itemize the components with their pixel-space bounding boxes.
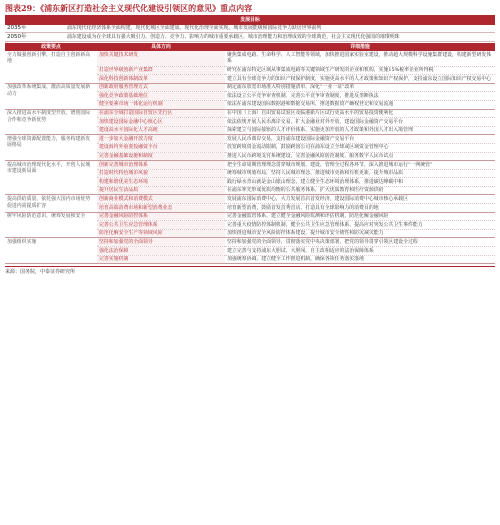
table-row bbox=[5, 83, 495, 92]
policy-focus: 加强改革系统集成，激活高质量发展新动力 bbox=[5, 83, 97, 109]
policy-detail: 建立具有全球竞争力的知识产权保护制度，实施更高水平的人才政策和知识产权保护，支持浦东设立国际知识产权交易中心 bbox=[225, 75, 495, 84]
goal-year: 2035年 bbox=[5, 25, 65, 33]
policy-detail: 建立完善与支持浦东大胆试、大胆闯、自主改相适应的法治保障体系 bbox=[225, 247, 495, 256]
policy-focus: 提高城市治理现代化水平，开创人民城市建设新局面 bbox=[5, 161, 97, 195]
policy-direction: 构建和谐优美生态环境 bbox=[97, 178, 225, 187]
policy-focus: 增强全球资源配置能力，服务构建新发展格局 bbox=[5, 135, 97, 161]
column-header-direction: 具体方向 bbox=[97, 43, 225, 52]
policy-detail: 推进人民币跨境支付系统建设，完善金融风险防范制度，服务数字人民币试点 bbox=[225, 152, 495, 161]
goal-year: 2050年 bbox=[5, 33, 65, 42]
table-row bbox=[5, 212, 495, 221]
policy-direction: 创新商业模式和消费模式 bbox=[97, 195, 225, 204]
figure-title: 图表29：《浦东新区打造社会主义现代化建设引领区的意见》重点内容 bbox=[5, 3, 253, 13]
policy-direction: 强化竞争政策基础地位 bbox=[97, 92, 225, 101]
policy-direction: 培育高端消费市场和新型消费业态 bbox=[97, 204, 225, 213]
policy-direction: 在浦东全域打造国际自贸区先行区 bbox=[97, 109, 225, 118]
goal-text: 浦东建设成为在全球具有强大吸引力、创造力、竞争力、影响力的城市重要承载区，城市治理能力和治理成效的全球典范，社会主义现代化强国的璀璨明珠 bbox=[65, 33, 495, 42]
goal-row bbox=[5, 25, 495, 33]
policy-direction: 防范化解安全生产等领域风险 bbox=[97, 229, 225, 238]
policy-detail: 发展浦东国际消费中心，大力发展首店首发经济，建设国际消费中心城市核心承载区 bbox=[225, 195, 495, 204]
policy-direction: 加快建设国际金融中心核心区 bbox=[97, 118, 225, 127]
policy-detail: 发展人民币离岸交易，支持浦东建设国际金融资产交易平台 bbox=[225, 135, 495, 144]
policy-detail: 依法设立公平竞争审查机制，完善公平竞争审查制度，推进反垄断执法 bbox=[225, 92, 495, 101]
policy-direction: 建设高水平国际化人才高地 bbox=[97, 126, 225, 135]
column-header-detail: 详细措施 bbox=[225, 43, 495, 52]
policy-direction: 深化科技创新体制改革 bbox=[97, 75, 225, 84]
policy-detail: 践行绿水青山就是金山银山理念，建立健全生态环境治理体系，推进碳达峰碳中和 bbox=[225, 178, 495, 187]
policy-detail: 依法依规开展人民币离岸交易，扩大金融业对外开放，建设国际金融资产交易平台 bbox=[225, 118, 495, 127]
goals-body bbox=[5, 25, 495, 42]
policy-direction: 创新完善城市治理体系 bbox=[97, 161, 225, 170]
column-header-focus: 政策要点 bbox=[5, 43, 97, 52]
policy-direction: 健全要素市场一体化运行机制 bbox=[97, 100, 225, 109]
policy-focus: 深入推进高水平制度型开放，增创国际合作和竞争新优势 bbox=[5, 109, 97, 135]
table-row bbox=[5, 195, 495, 204]
policy-direction: 完善公共卫生应急管理体系 bbox=[97, 221, 225, 230]
goal-row bbox=[5, 33, 495, 42]
policy-direction: 完善金融基础设施和制度 bbox=[97, 152, 225, 161]
goal-text: 浦东现代化经济体系全面构建，现代化城区全面建成，现代化治理全面实现，城市发展能级和国际竞争力跃居世界前列 bbox=[65, 25, 495, 33]
policy-body bbox=[5, 51, 495, 263]
policy-detail: 统筹城市规划布局，坚持人民城市理念，推进城市更新和有机更新，提升城市品质 bbox=[225, 169, 495, 178]
policy-detail: 完善金融监管体系，建立健全金融风险监测和评估机制，防范化解金融风险 bbox=[225, 212, 495, 221]
table-row bbox=[5, 51, 495, 66]
policy-focus: 树牢风险防范意识，统筹发展和安全 bbox=[5, 212, 97, 238]
policy-detail: 完善重大疫情防控体制机制，健全公共卫生应急管理体系，提高应对突发公共卫生事件能力 bbox=[225, 221, 495, 230]
policy-direction: 进一步加大金融开放力度 bbox=[97, 135, 225, 144]
policy-detail: 在浦东率先形成优质均衡的公共服务体系，扩大优质教育和医疗资源供给 bbox=[225, 186, 495, 195]
policy-direction: 坚持和加强党的全面领导 bbox=[97, 238, 225, 247]
policy-detail: 制定浦东放宽市场准入特别措施清单，深化“一业一证”改革 bbox=[225, 83, 495, 92]
table-row bbox=[5, 161, 495, 170]
policy-detail: 坚持和加强党的全面领导，贯彻落实党中央决策部署，把党的领导贯穿引领区建设全过程 bbox=[225, 238, 495, 247]
goals-table bbox=[5, 16, 495, 42]
policy-direction: 提升居民生活品质 bbox=[97, 186, 225, 195]
table-row bbox=[5, 135, 495, 144]
policy-direction: 打造时代特色城市风貌 bbox=[97, 169, 225, 178]
document-page bbox=[5, 3, 495, 523]
policy-direction: 完善实施机制 bbox=[97, 255, 225, 264]
policy-table bbox=[5, 43, 495, 264]
policy-focus: 加强组织实施 bbox=[5, 238, 97, 264]
policy-detail: 放宽跨境资金流动限制，鼓励跨国公司在浦东设立全球或区域资金管理中心 bbox=[225, 143, 495, 152]
policy-direction: 加快关键技术研发 bbox=[97, 51, 225, 66]
policy-direction: 强化法治保障 bbox=[97, 247, 225, 256]
policy-detail: 研究在浦东特定区域从事集成电路等关键领域生产研发的企业和机构，实施15%税率企业所得税 bbox=[225, 66, 495, 75]
policy-direction: 完善金融风险防控体系 bbox=[97, 212, 225, 221]
policy-detail: 聚焦集成电路、生命科学、人工智能等领域，加快推进国家实验室建设，推动超大规模科学设施集群建设，构建新型研发体系 bbox=[225, 51, 495, 66]
policy-direction: 建设海内外重要投融资平台 bbox=[97, 143, 225, 152]
policy-focus: 全力做强创新引擎，打造自主创新新高地 bbox=[5, 51, 97, 83]
policy-direction: 创新政府服务管理方式 bbox=[97, 83, 225, 92]
policy-detail: 依法在浦东建设国际数据港和数据交易所，推进数据资产确权登记和交易流通 bbox=[225, 100, 495, 109]
policy-detail: 培育新型消费，鼓励首发首秀首店，打造具有全球影响力的消费目的地 bbox=[225, 204, 495, 213]
policy-detail: 加强统筹协调，建立健全工作推进机制，确保各项任务落实落地 bbox=[225, 255, 495, 264]
source-note: 来源：国务院，中泰证券研究所 bbox=[5, 266, 495, 274]
policy-detail: 加快推进城市安全风险防控体系建设，提升城市安全韧性和防灾减灾能力 bbox=[225, 229, 495, 238]
policy-detail: 把全生命周期管理理念贯穿城市规划、建设、管理全过程各环节，深入推进城市运行“一网统管” bbox=[225, 161, 495, 170]
table-row bbox=[5, 109, 495, 118]
policy-detail: 探索建立与国际接轨的人才评价体系，实施更加开放的人才政策和外国人才出入境管理 bbox=[225, 126, 495, 135]
policy-focus: 提高供给质量，依托强大国内市场优势促进内需提质扩容 bbox=[5, 195, 97, 212]
policy-detail: 在中国（上海）自由贸易试验区及临港新片区试行更高水平的贸易投资便利化 bbox=[225, 109, 495, 118]
policy-direction: 打造世界级创新产业集群 bbox=[97, 66, 225, 75]
table-row bbox=[5, 238, 495, 247]
goals-header: 发展目标 bbox=[5, 16, 495, 25]
